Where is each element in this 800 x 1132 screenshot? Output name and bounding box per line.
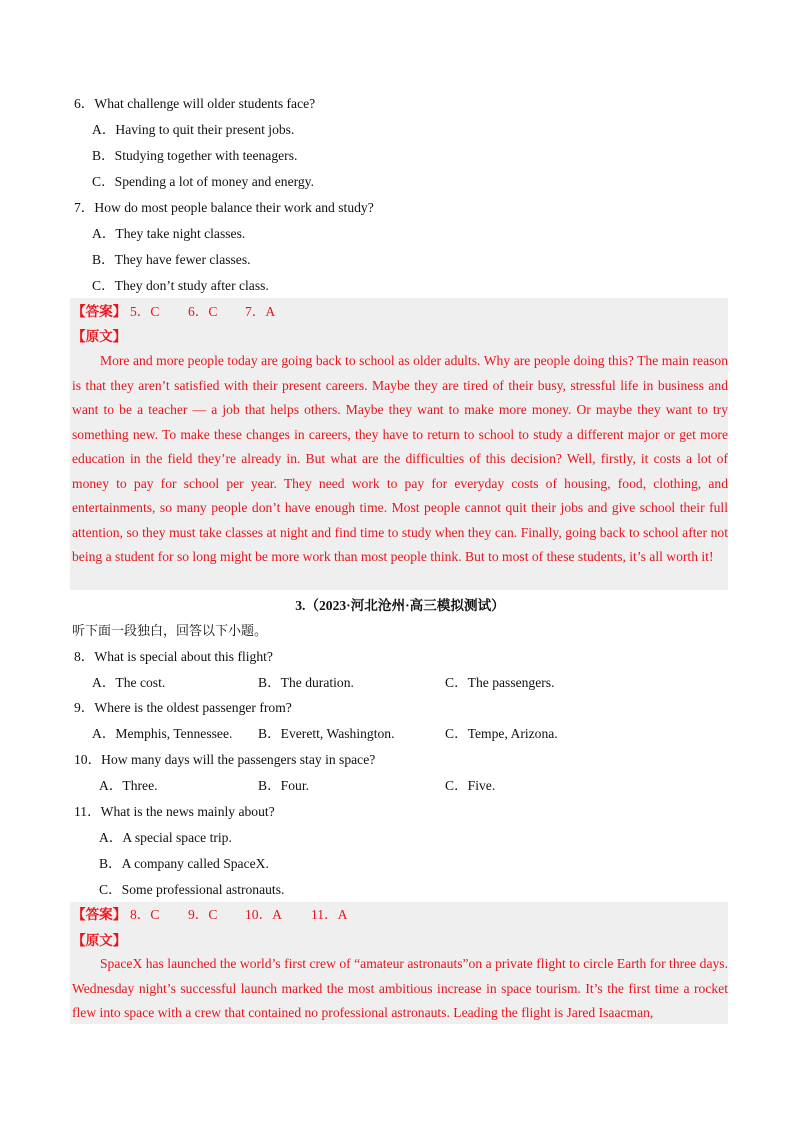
transcript-2 <box>72 952 728 1026</box>
question-9-option-a: A．Memphis, Tennessee. <box>92 726 233 741</box>
question-11-option-a: A．A special space trip. <box>99 830 232 845</box>
answer-item: 8．C <box>130 907 160 922</box>
answer-item: 10．A <box>245 907 283 922</box>
answer-item: 6．C <box>188 304 218 319</box>
question-11: 11．What is the news mainly about? <box>74 804 275 819</box>
answer-row-2 <box>0 906 800 924</box>
question-6: 6．What challenge will older students face? <box>74 96 316 111</box>
question-10-options <box>0 777 800 795</box>
answer-label: 【答案】 <box>72 907 127 923</box>
question-10-option-c: C．Five. <box>445 778 496 793</box>
question-6-option-c: C．Spending a lot of money and energy. <box>92 174 314 189</box>
question-11-option-c: C．Some professional astronauts. <box>99 882 285 897</box>
answer-item: 9．C <box>188 907 218 922</box>
question-7-option-a: A．They take night classes. <box>92 226 246 241</box>
question-8-options <box>0 674 800 692</box>
question-6-option-b: B．Studying together with teenagers. <box>92 148 298 163</box>
question-6-option-a: A．Having to quit their present jobs. <box>92 122 295 137</box>
source-label: 【原文】 <box>72 329 127 345</box>
question-9: 9．Where is the oldest passenger from? <box>74 700 292 715</box>
question-8-option-a: A．The cost. <box>92 675 166 690</box>
section-heading: 3.（2023·河北沧州·高三模拟测试） <box>295 598 505 613</box>
question-10: 10．How many days will the passengers stay in space? <box>74 752 376 767</box>
question-7: 7．How do most people balance their work and study? <box>74 200 374 215</box>
answer-row-1 <box>0 303 800 321</box>
question-10-option-a: A．Three. <box>99 778 158 793</box>
answer-item: 5．C <box>130 304 160 319</box>
question-9-option-b: B．Everett, Washington. <box>258 726 395 741</box>
question-8-option-b: B．The duration. <box>258 675 354 690</box>
answer-item: 7．A <box>245 304 276 319</box>
question-8-option-c: C．The passengers. <box>445 675 555 690</box>
source-row-1 <box>0 328 800 346</box>
question-7-option-b: B．They have fewer classes. <box>92 252 251 267</box>
section-instruction: 听下面一段独白，回答以下小题。 <box>72 624 268 639</box>
question-11-option-b: B．A company called SpaceX. <box>99 856 269 871</box>
transcript-text: SpaceX has launched the world’s first crew of “amateur astronauts”on a private flight to circle Earth for three days. Wednesday night’s successful launch marked the most ambitious increase in space tourism. It’s the first time a rocket flew into space with a crew that contained no professional astronauts. Leading the flight is Jared Isaacman, <box>72 956 728 1020</box>
question-9-options <box>0 725 800 743</box>
transcript-text: More and more people today are going back to school as older adults. Why are people doing this? The main reason is that they aren’t satisfied with their present careers. Maybe they are tired of their busy, stressful life in business and want to be a teacher — a job that helps others. Maybe they want to make more money. Or maybe they want to try something new. To make these changes in careers, they have to return to school to study a different major or get more education in the field they’re already in. But what are the difficulties of this decision? Well, firstly, it costs a lot of money to pay for school per year. They need work to pay for everyday costs of housing, food, clothing, and entertainments, so many people don’t have enough time. Most people cannot quit their jobs and give school their full attention, so they must take classes at night and find time to study when they can. Finally, going back to school after not being a student for so long might be more work than most people think. But to most of these students, it’s all worth it! <box>72 353 728 564</box>
answer-item: 11．A <box>311 907 348 922</box>
source-row-2 <box>0 932 800 950</box>
question-7-option-c: C．They don’t study after class. <box>92 278 269 293</box>
question-8: 8．What is special about this flight? <box>74 649 273 664</box>
question-10-option-b: B．Four. <box>258 778 309 793</box>
source-label: 【原文】 <box>72 933 127 949</box>
transcript-1 <box>72 349 728 570</box>
question-9-option-c: C．Tempe, Arizona. <box>445 726 558 741</box>
answer-label: 【答案】 <box>72 304 127 320</box>
